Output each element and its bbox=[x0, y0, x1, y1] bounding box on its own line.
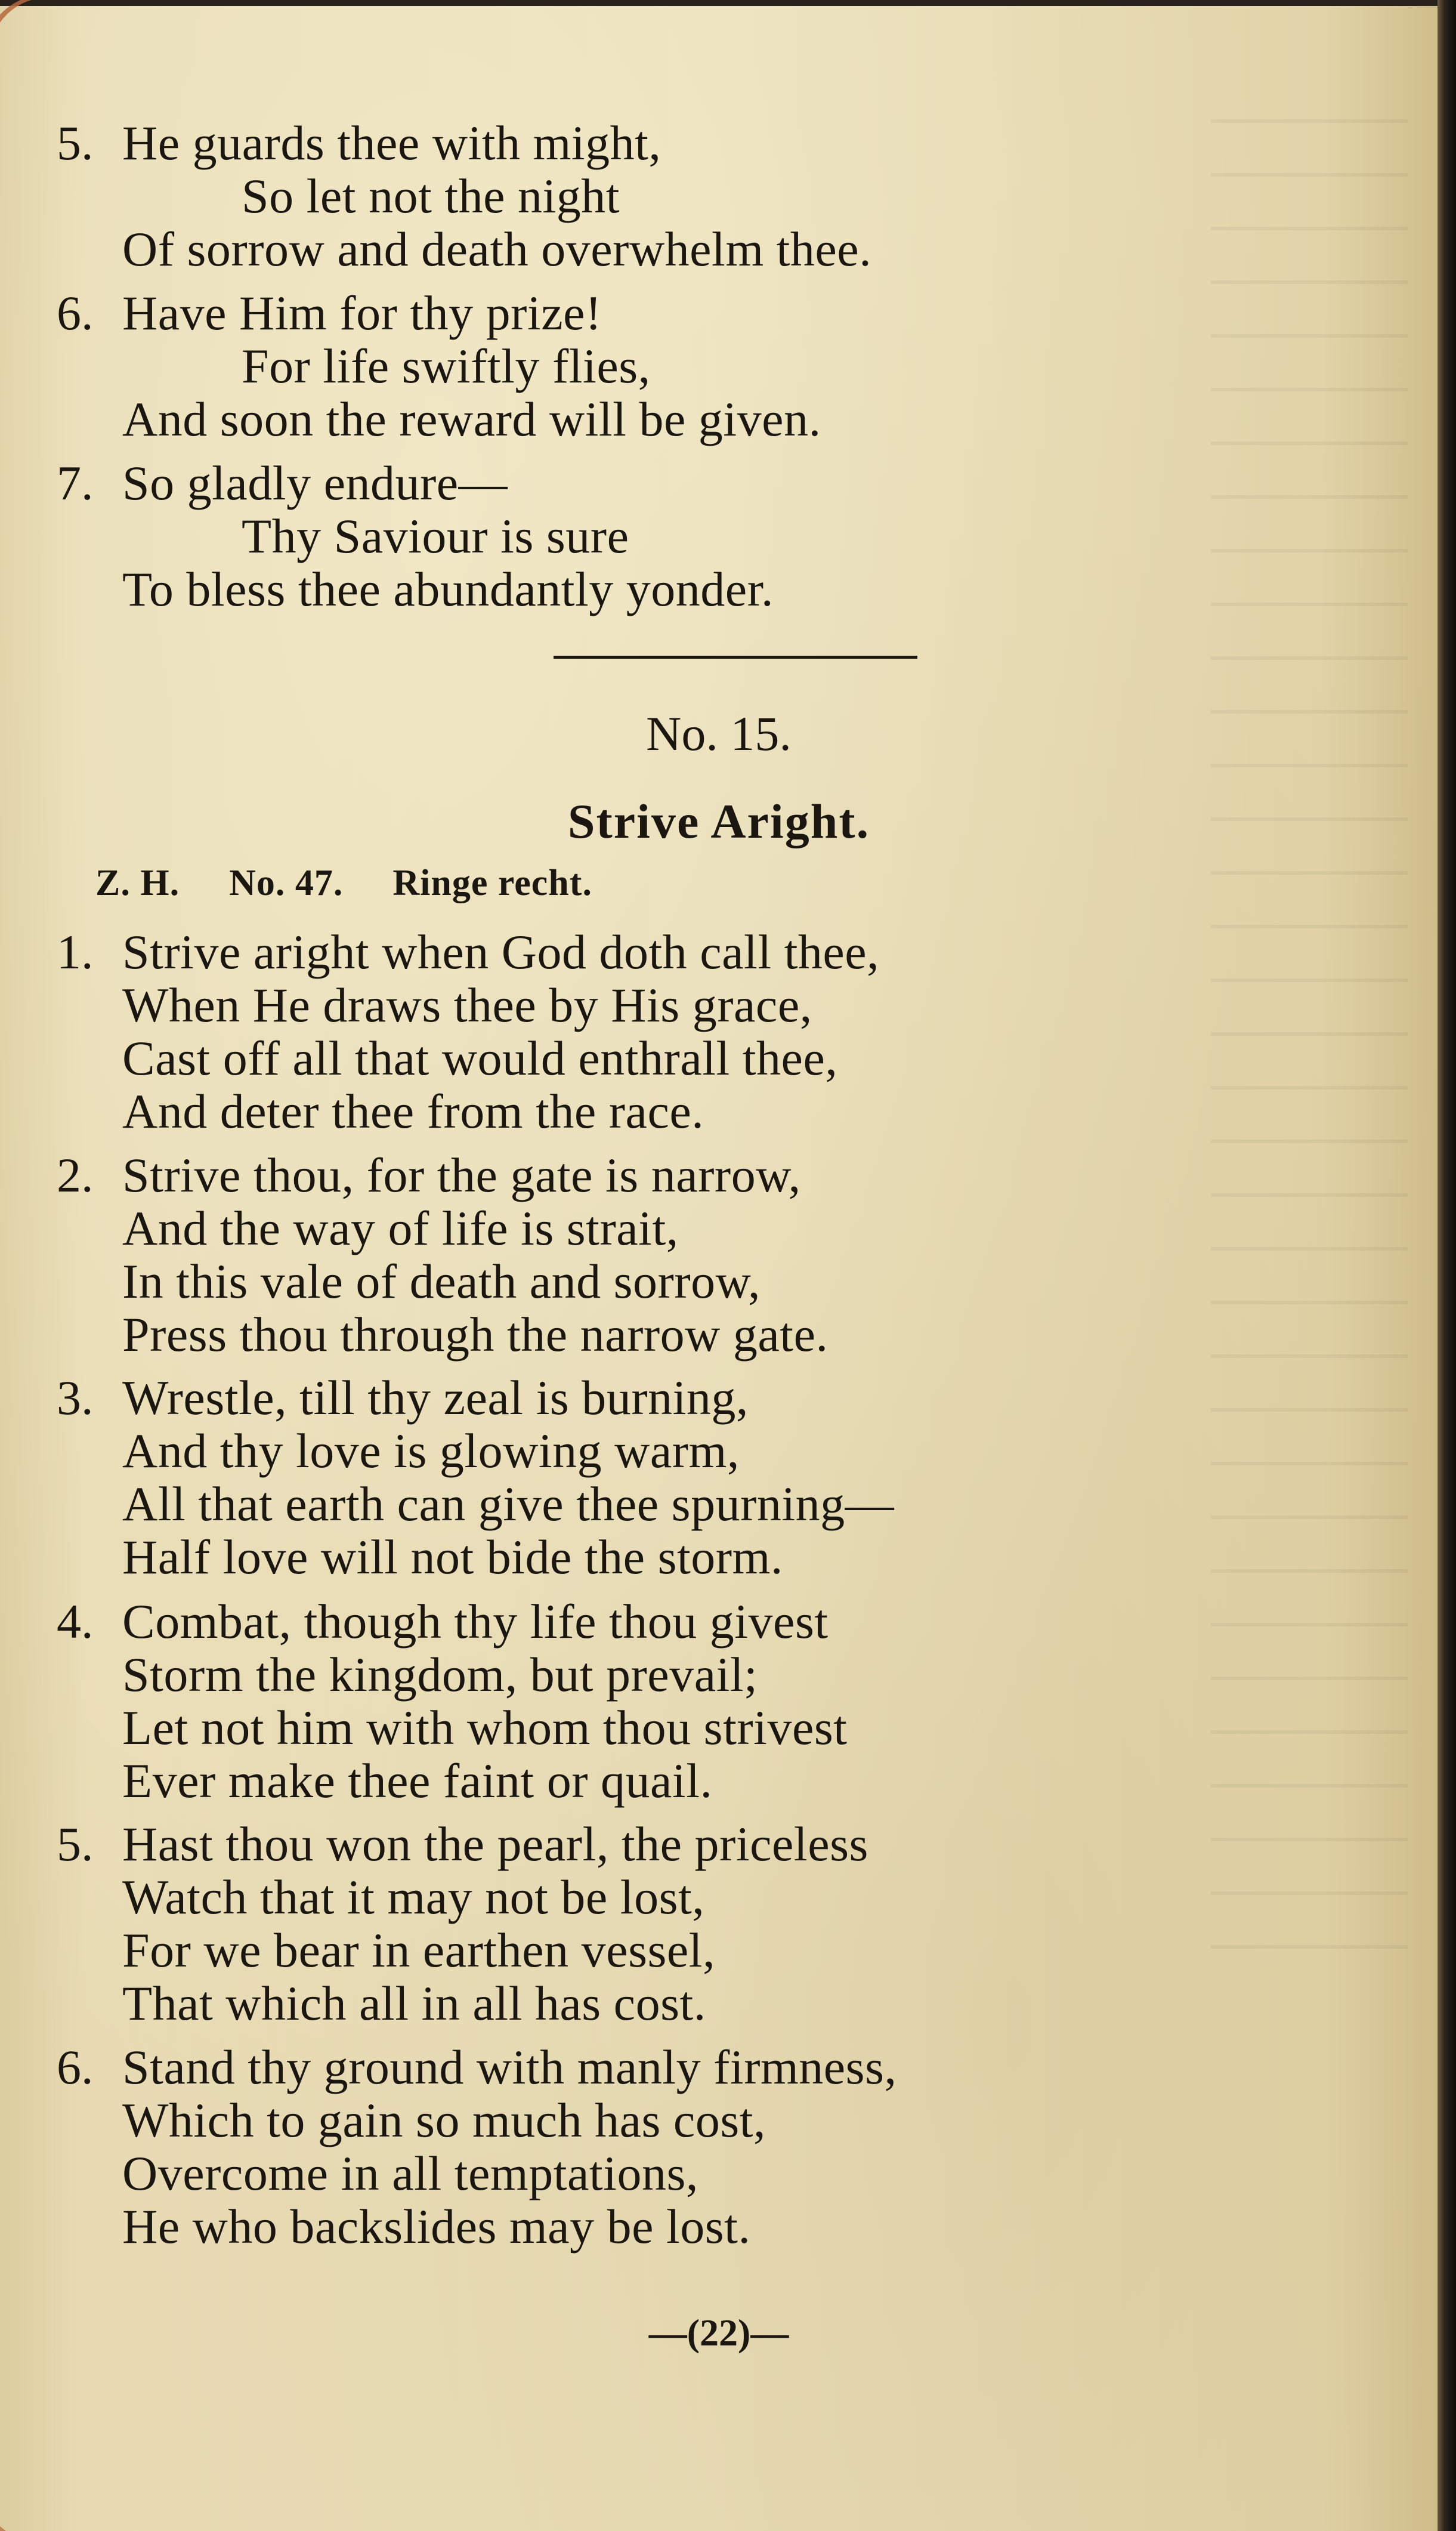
hymn-number: No. 15. bbox=[646, 706, 792, 761]
hymn-source bbox=[95, 859, 592, 907]
verse-line: Half love will not bide the storm. bbox=[122, 1530, 783, 1584]
hymn-title: Strive Aright. bbox=[567, 794, 870, 848]
source-book-number: No. 47. bbox=[229, 863, 344, 903]
book-spine-edge bbox=[1438, 0, 1456, 2531]
verse-line: And soon the reward will be given. bbox=[122, 392, 821, 446]
corner-curl-decoration bbox=[0, 0, 60, 105]
verse-line: Stand thy ground with manly firmness, bbox=[122, 2040, 897, 2094]
verse-2 bbox=[57, 1148, 829, 1362]
verse-line: Combat, though thy life thou givest bbox=[122, 1594, 829, 1649]
verse-number: 2. bbox=[57, 1148, 94, 1202]
verse-number: 6. bbox=[57, 2040, 94, 2094]
verse-line: In this vale of death and sorrow, bbox=[122, 1254, 761, 1308]
verse-line: Overcome in all temptations, bbox=[122, 2146, 698, 2200]
verse-line: And deter thee from the race. bbox=[122, 1084, 704, 1138]
source-book: Z. H. bbox=[95, 863, 180, 903]
verse-4 bbox=[57, 1594, 848, 1808]
verse-line: Thy Saviour is sure bbox=[242, 509, 629, 563]
verse-3 bbox=[57, 1371, 895, 1584]
verse-line: And thy love is glowing warm, bbox=[122, 1424, 740, 1478]
verse-line: And the way of life is strait, bbox=[122, 1201, 679, 1255]
verse-number: 3. bbox=[57, 1371, 94, 1425]
top-verse-6 bbox=[57, 286, 821, 446]
show-through-texture bbox=[1211, 119, 1408, 1969]
verse-line: To bless thee abundantly yonder. bbox=[122, 562, 774, 616]
verse-line: Ever make thee faint or quail. bbox=[122, 1754, 713, 1808]
verse-line: Watch that it may not be lost, bbox=[122, 1870, 705, 1924]
verse-line: Strive thou, for the gate is narrow, bbox=[122, 1148, 801, 1202]
verse-number: 4. bbox=[57, 1594, 94, 1649]
verse-6 bbox=[57, 2040, 897, 2254]
verse-line: Which to gain so much has cost, bbox=[122, 2093, 766, 2147]
verse-line: Hast thou won the pearl, the priceless bbox=[122, 1817, 868, 1871]
top-verse-5 bbox=[57, 116, 872, 276]
verse-number: 7. bbox=[57, 456, 94, 510]
verse-number: 6. bbox=[57, 286, 94, 340]
verse-number: 5. bbox=[57, 116, 94, 170]
verse-number: 5. bbox=[57, 1817, 94, 1871]
verse-1 bbox=[57, 925, 880, 1138]
verse-line: Storm the kingdom, but prevail; bbox=[122, 1647, 758, 1702]
verse-line: When He draws thee by His grace, bbox=[122, 978, 812, 1032]
verse-line: So gladly endure— bbox=[122, 456, 508, 510]
section-divider bbox=[554, 656, 917, 659]
verse-line: He who backslides may be lost. bbox=[122, 2199, 751, 2254]
source-original-title: Ringe recht. bbox=[392, 863, 592, 903]
verse-line: Of sorrow and death overwhelm thee. bbox=[122, 222, 872, 276]
verse-line: Cast off all that would enthrall thee, bbox=[122, 1031, 838, 1085]
page-number: —(22)— bbox=[648, 2311, 789, 2354]
verse-line: Have Him for thy prize! bbox=[122, 286, 602, 340]
top-verse-7 bbox=[57, 456, 774, 616]
verse-5 bbox=[57, 1817, 868, 2030]
verse-line: For life swiftly flies, bbox=[242, 339, 651, 393]
page-top-edge bbox=[0, 0, 1438, 6]
verse-line: Strive aright when God doth call thee, bbox=[122, 925, 880, 979]
verse-line: All that earth can give thee spurning— bbox=[122, 1477, 895, 1531]
verse-line: Let not him with whom thou strivest bbox=[122, 1700, 848, 1755]
verse-line: For we bear in earthen vessel, bbox=[122, 1923, 716, 1977]
verse-number: 1. bbox=[57, 925, 94, 979]
verse-line: He guards thee with might, bbox=[122, 116, 661, 170]
corner-curl-bottom-decoration bbox=[0, 2456, 47, 2531]
verse-line: Wrestle, till thy zeal is burning, bbox=[122, 1371, 749, 1425]
verse-line: Press thou through the narrow gate. bbox=[122, 1307, 829, 1362]
verse-line: So let not the night bbox=[242, 169, 620, 223]
verse-line: That which all in all has cost. bbox=[122, 1976, 706, 2030]
